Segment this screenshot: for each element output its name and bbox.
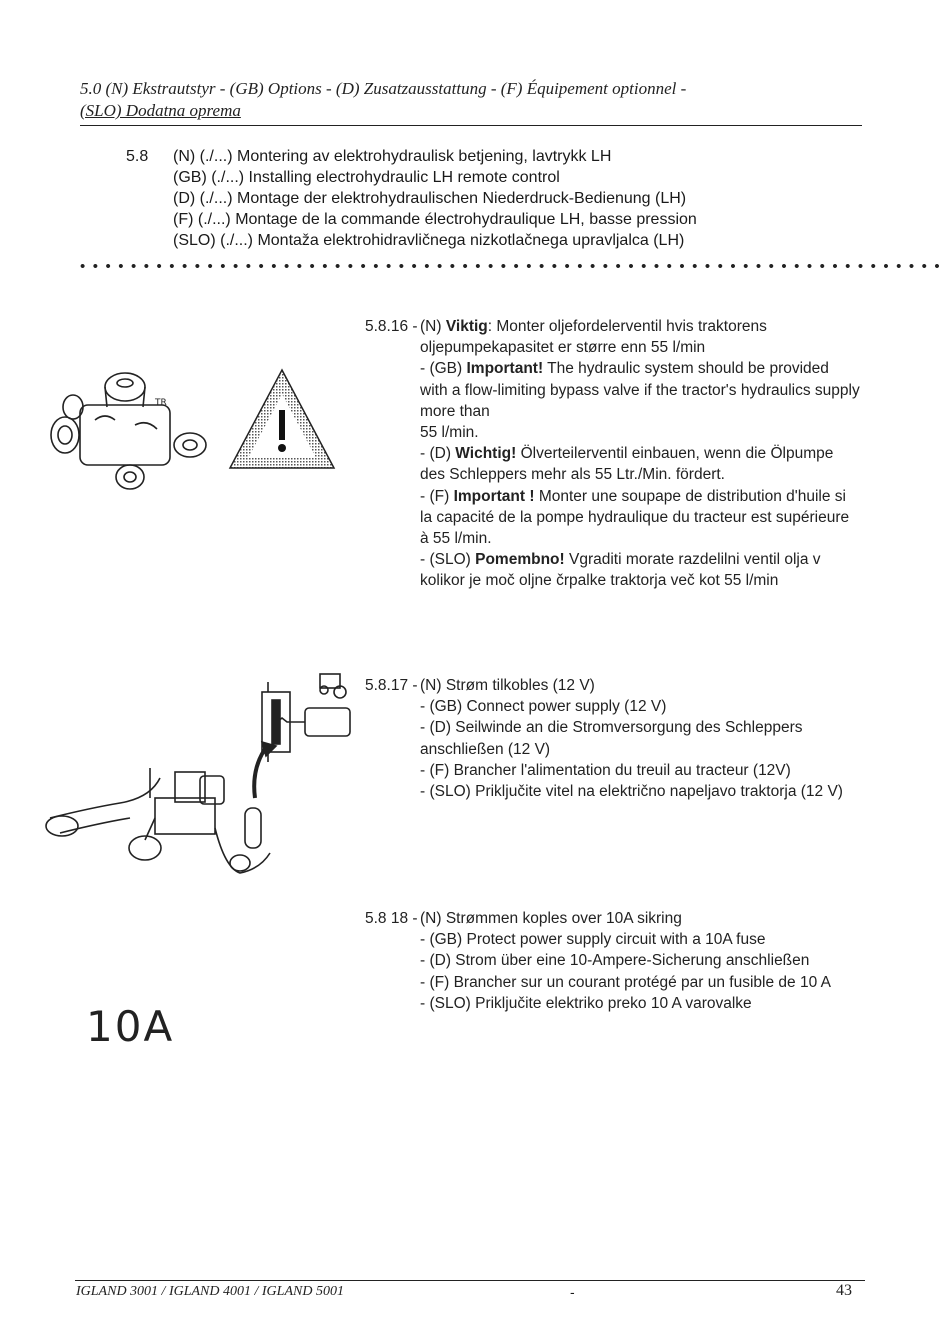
page-number: 43: [836, 1282, 852, 1299]
section-title-block: [173, 146, 697, 251]
section-title-f: (F) (./...) Montage de la commande électrohydraulique LH, basse pression: [173, 211, 697, 228]
fuse-10a-label: 10A: [86, 1002, 175, 1051]
valve-icon: [45, 365, 215, 495]
page-header: [80, 78, 860, 122]
header-rule: [80, 125, 862, 126]
footer-rule: [75, 1280, 865, 1281]
section-title-d: (D) (./...) Montage der elektrohydraulischen Niederdruck-Bedienung (LH): [173, 190, 687, 207]
power-connection-figure: [40, 668, 360, 888]
step-number: 5.8 18 -: [365, 910, 418, 927]
step-text-gb: - (GB) Important! The hydraulic system should be provided with a flow-limiting bypass valve if the tractor's hydraulics supply more than: [420, 360, 860, 420]
step-text-n: (N) Strømmen koples over 10A sikring: [420, 910, 682, 927]
step-text-d: - (D) Seilwinde an die Stromversorgung des Schleppers anschließen (12 V): [420, 719, 803, 758]
header-line-1: 5.0 (N) Ekstrautstyr - (GB) Options - (D) Zusatzausstattung - (F) Équipement optionnel -: [80, 79, 687, 98]
step-text-gb: - (GB) Connect power supply (12 V): [420, 698, 667, 716]
step-text-f: - (F) Brancher sur un courant protégé par un fusible de 10 A: [420, 973, 831, 991]
section-number: 5.8: [126, 148, 149, 165]
step-number: 5.8.17 -: [365, 677, 418, 694]
step-5-8-18: [365, 908, 865, 1068]
dotted-separator: ••••••••••••••••••••••••••••••••••••••••••••••••••••••••••••••••••••: [80, 258, 948, 275]
step-number: 5.8.16 -: [365, 318, 418, 335]
step-text-gb-value: 55 l/min.: [420, 424, 479, 442]
section-title-gb: (GB) (./...) Installing electrohydraulic LH remote control: [173, 169, 560, 186]
step-text-n: (N) Strøm tilkobles (12 V): [420, 677, 595, 694]
step-text-slo: - (SLO) Priključite vitel na električno napeljavo traktorja (12 V): [420, 783, 843, 801]
step-text-slo: - (SLO) Pomembno! Vgraditi morate razdelilni ventil olja v kolikor je moč oljne črpalke traktorja več kot 55 l/min: [420, 551, 821, 590]
warning-triangle-icon: [228, 368, 336, 470]
bypass-valve-figure: [45, 365, 215, 500]
step-text: [420, 908, 860, 1014]
section-title-n: (N) (./...) Montering av elektrohydraulisk betjening, lavtrykk LH: [173, 148, 612, 165]
power-connector-icon: [40, 668, 360, 883]
footer-separator: -: [570, 1284, 575, 1300]
step-text-f: - (F) Brancher l'alimentation du treuil au tracteur (12V): [420, 761, 791, 779]
step-text: [420, 316, 860, 592]
warning-figure: [228, 368, 336, 475]
svg-text:TR: TR: [155, 398, 167, 408]
step-text-slo: - (SLO) Priključite elektriko preko 10 A varovalke: [420, 994, 752, 1012]
step-text-gb: - (GB) Protect power supply circuit with a 10A fuse: [420, 931, 766, 949]
step-text: [420, 675, 860, 802]
step-5-8-17: [365, 675, 865, 835]
step-text-d: - (D) Wichtig! Ölverteilerventil einbauen, wenn die Ölpumpe des Schleppers mehr als 55 Ltr./Min. fördert.: [420, 445, 834, 484]
step-text-d: - (D) Strom über eine 10-Ampere-Sicherung anschließen: [420, 952, 810, 970]
header-line-2: (SLO) Dodatna oprema: [80, 101, 241, 120]
step-text-f: - (F) Important ! Monter une soupape de distribution d'huile si la capacité de la pompe hydraulique du tracteur est supérieure à 55 l/min.: [420, 487, 850, 548]
step-5-8-16: [365, 316, 865, 616]
section-title-slo: (SLO) (./...) Montaža elektrohidravličnega nizkotlačnega upravljalca (LH): [173, 232, 685, 249]
footer-model-title: IGLAND 3001 / IGLAND 4001 / IGLAND 5001: [76, 1284, 344, 1299]
step-text-n: (N) Viktig: Monter oljefordelerventil hvis traktorens oljepumpekapasitet er større enn 55 l/min: [420, 318, 767, 357]
